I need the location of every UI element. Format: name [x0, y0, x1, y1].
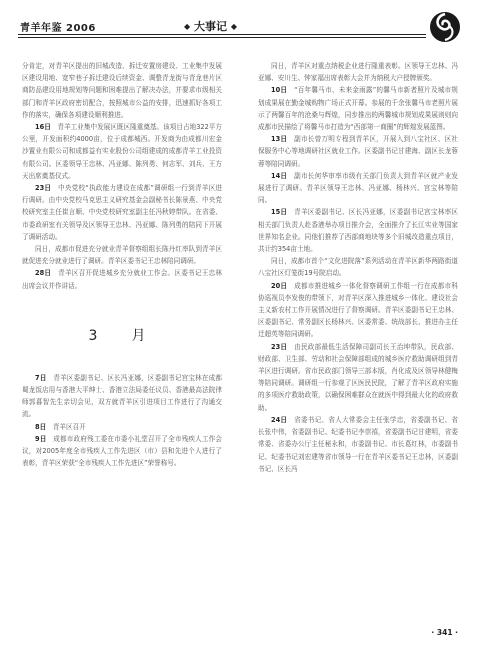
page-number: · 341 · [431, 628, 458, 637]
entry-date: 16日 [35, 123, 51, 132]
entry-text: 成都市政府残工委在市委小礼堂召开了全市残疾人工作会议，对2005年度全市残疾人工作先进区（市）县和先进个人进行了表彰，青羊区荣获“全市残疾人工作先进区”荣誉称号。 [22, 434, 223, 468]
entry-date: 10日 [271, 86, 288, 95]
entry-text: “百年馨马市、未来金雨露”的馨马市新者照片及城市规划成果展在勤金城购物广场正式开幕。参展的千余张馨马市老照片展示了两馨百年的沧桑与辉煌，同步推出的两馨城市规划成果展则则向成都市民描绘了将馨马市打造为“西部第一商圈”的辉煌发展蓝图。 [258, 86, 458, 132]
entry-date: 7日 [35, 373, 47, 382]
entry-date: 24日 [271, 415, 288, 424]
entry [258, 84, 458, 133]
entry [22, 121, 222, 182]
entry-text: 中央党校“执政能力建设在成都”调研组一行到青羊区进行调研。由中央党校马克思主义研究基金会副秘书长陈景燕、中央党校研究室主任崔言顺、中央党校研究室副主任冯秋婷带队。在省委、市委政研室有关领导及区领导王忠林、冯亚娜、陈列勇的陪同下开展了调研活动。 [22, 184, 222, 241]
entry-date: 15日 [271, 208, 288, 217]
page-header [18, 10, 462, 46]
month-heading: 3 月 [88, 327, 156, 344]
entry [258, 170, 458, 207]
diamond-icon: ◆ [184, 22, 191, 31]
entry-text: 由民政部最低生活保障司副司长王治坤带队，民政部、财政部、卫生部、劳动和社会保障部组成的城乡医疗救助调研组到青羊区进行调研。省市民政部门领导三部本版，肖化成及区领导林健梅等陪同调研。调研组一行参观了区医民民院，了解了青羊区政府实施的多项医疗救助政策，以确保困难群众在就医中得到最大化的政府救助。 [258, 342, 458, 412]
entry-text: 青羊区召开 [52, 422, 86, 431]
entry-text: 省委书记、省人大常委会主任张学忠，省委副书记、省长张中伟，省委副书记、纪委书记李崇禧，省委副书记甘建明，省委常委、省委办公厅主任秘永和，市委副书记、市长葛红林，市委副书记、纪委书记刘宏建等省市领导一行在青羊区委书记王忠林，区委副书记、区长冯 [258, 415, 458, 473]
entry-text: 同日，青羊区对重点纳税企业进行隆重表彰。区领导王忠林、冯亚娜、安川生、钟家福出席表彰大会并为纳税大户授牌颁奖。 [258, 62, 458, 83]
section-title-text: 大事记 [194, 20, 227, 33]
entry-text: 青羊区召开促进城乡充分就业工作会。区委书记王忠林出席会议并作讲话。 [22, 269, 222, 290]
left-column [22, 60, 222, 469]
entry [258, 206, 458, 255]
entry [258, 255, 458, 279]
entry [258, 280, 458, 341]
entry-text: 同日，成都市促进充分就业青羊督察组组长陈丹红率队到青羊区就促进充分就业进行了调研。青羊区委书记王忠林陪同调研。 [22, 245, 222, 266]
entry [22, 433, 222, 470]
entry-date: 13日 [271, 135, 288, 144]
entry-date: 23日 [35, 184, 52, 193]
entry [22, 421, 222, 433]
entry-text: 副市长曾万明专程到青羊区，开展入到八宝社区、区社保服务中心等地调研社区就业工作。区委副书记甘建海、副区长龙蓉蓉等陪同调研。 [258, 135, 458, 168]
entry-text: 青羊工业集中发展区既区隆重奠基。该项目占地322平方公里，开发面积约4000亩，位于成都城西。开发商为由成都川宏金沙置业有限公司和成都益有实业股份公司组建成的成都青羊工业投资有限公司。区委领导王忠林、冯亚娜、陈列勇、何志军、刘兵、王方天出席奠基仪式。 [22, 123, 222, 180]
section-title [184, 18, 237, 34]
swirl-logo-icon [428, 10, 462, 44]
entry [22, 182, 222, 243]
entry-text: 青羊区委副书记、区长冯亚娜，区委副书记宫宝林在成都蜀龙饭店用与香港大平绅士、香港立法局委任议员、香港最高法院律师郭暮智先生亲切会见，双方就青羊区引进项目工作进行了沟通交流。 [22, 373, 223, 419]
entry-date: 9日 [35, 434, 47, 443]
entry: 分肯定，对青羊区提出的旧城改造、拆迁安置房建设、工业集中发展区建设用地、宽窄巷子拆迁建设后续资金、调整青龙街与青龙巷片区商防品建设用地规划等问题和困难提出了解决办法，并要求市级相关部门和青羊区政府密切配合，按照城市公益的安排，迅速抓好各项工作的落实，确保各项建设顺利推进。 [22, 62, 222, 119]
entry [22, 243, 222, 267]
entry-date: 23日 [271, 342, 288, 351]
entry [22, 372, 222, 421]
header-rule-thin [18, 37, 426, 38]
entry [258, 60, 458, 84]
entry-text: 副市长何华审率市级有关部门负责人到青羊区就产业发展进行了调研。青羊区领导王忠林、冯亚娜、杨林兴、宫宝林等陪同。 [258, 171, 458, 205]
entry-date: 14日 [271, 171, 288, 180]
entry-text: 成都市推进城乡一体化督察调研工作组一行在成都市科协巡视员李发俊的带领下，对青羊区深入推进城乡一体化、建设社会主义新农村工作开展情况进行了督察调研。青羊区委副书记王忠林、区委副书记、常务副区长杨林兴、区委常委、统战部长、推进办主任迁超英等陪同调研。 [258, 281, 458, 339]
book-title: 青羊年鉴 2006 [20, 23, 96, 34]
header-rule [18, 34, 426, 35]
entry-date: 8日 [35, 422, 47, 431]
entry [258, 133, 458, 170]
entry [22, 267, 222, 291]
diamond-icon: ◆ [230, 22, 237, 31]
entry [258, 414, 458, 475]
right-column [258, 60, 458, 475]
entry-date: 20日 [271, 281, 288, 290]
entry [258, 341, 458, 414]
entry-text: 同日，成都市首个“文化进院落”系列活动在青羊区新华两路街道八宝社区灯笼街19号院启动。 [258, 257, 458, 278]
entry-text: 青羊区委副书记、区长冯亚娜，区委副书记宫宝林率区相关部门负责人赴香港举办项目推介会，全面推介了长江实业等国家世界知名企业。同他们推荐了西部商地块等多个旧城改造重点项目，共计约354亩土地。 [258, 208, 458, 254]
entry-date: 28日 [35, 269, 52, 278]
